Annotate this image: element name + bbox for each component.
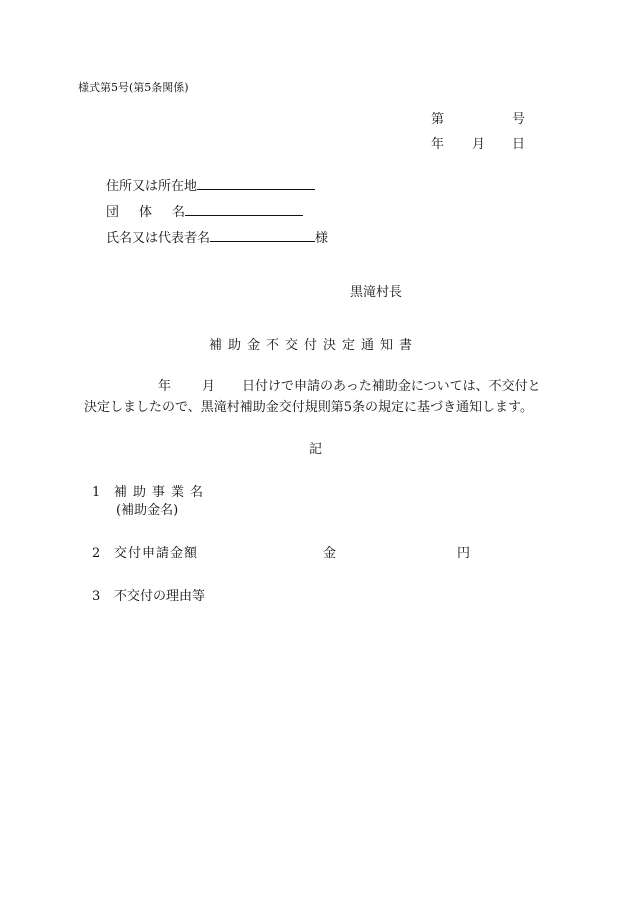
document-number-suffix: 号 bbox=[512, 112, 526, 127]
body-line-2: 決定しましたので、黒滝村補助金交付規則第5条の規定に基づき通知します。 bbox=[84, 400, 533, 415]
item-1-sub: (補助金名) bbox=[116, 503, 179, 518]
organization-field bbox=[106, 206, 303, 219]
item-2-number: 2 bbox=[92, 546, 101, 561]
address-blank bbox=[197, 188, 315, 190]
organization-label-1: 団 bbox=[106, 205, 120, 220]
date-year: 年 bbox=[431, 137, 445, 152]
name-label: 氏名又は代表者名 bbox=[106, 231, 211, 246]
item-3-number: 3 bbox=[92, 589, 101, 604]
document-title: 補助金不交付決定通知書 bbox=[209, 338, 419, 353]
body-line-1: 日付けで申請のあった補助金については、不交付と bbox=[242, 379, 541, 394]
document-number-prefix: 第 bbox=[431, 112, 445, 127]
item-2-yen: 円 bbox=[457, 546, 471, 561]
body-year: 年 bbox=[158, 379, 172, 394]
address-label: 住所又は所在地 bbox=[106, 179, 198, 194]
item-2-kin: 金 bbox=[323, 546, 337, 561]
organization-label-3: 名 bbox=[172, 205, 186, 220]
item-1-label: 補助事業名 bbox=[114, 485, 210, 500]
item-3-label: 不交付の理由等 bbox=[114, 589, 206, 604]
date-month: 月 bbox=[472, 137, 486, 152]
form-number: 様式第5号(第5条関係) bbox=[78, 81, 189, 94]
organization-label-2: 体 bbox=[139, 205, 153, 220]
body-month: 月 bbox=[202, 379, 216, 394]
address-field bbox=[106, 180, 315, 193]
honorific: 様 bbox=[315, 231, 329, 246]
organization-blank bbox=[185, 214, 303, 216]
name-field bbox=[106, 232, 328, 245]
item-2-label: 交付申請金額 bbox=[114, 546, 199, 561]
date-day: 日 bbox=[512, 137, 526, 152]
sender-name: 黒滝村長 bbox=[350, 285, 403, 300]
ki-mark: 記 bbox=[309, 442, 323, 457]
name-blank bbox=[210, 240, 315, 242]
item-1-number: 1 bbox=[92, 485, 101, 500]
